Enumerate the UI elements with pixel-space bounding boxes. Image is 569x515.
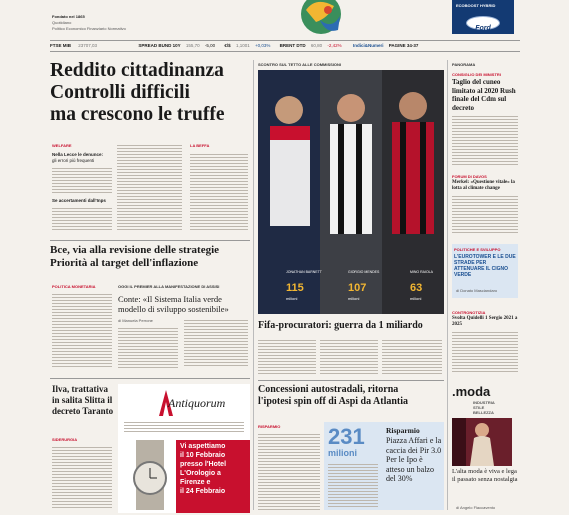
moda-sub-1: INDUSTRIA	[473, 400, 495, 405]
bce-story	[50, 244, 250, 270]
welfare-text-3: Se accertamenti dall'Inps	[52, 198, 106, 203]
risparmio-title: Risparmio	[386, 426, 420, 435]
sidebar-item-3-byline: di Donato Masciandaro	[456, 288, 498, 293]
founded-label: Fondato nel 1865	[52, 14, 85, 19]
ad-text-2: il 10 Febbraio	[180, 452, 226, 459]
risparmio-text: Piazza Affari e la caccia dei Pir 3.0 Per le Ipo è atteso un balzo del 30%	[386, 436, 442, 483]
ad-text-1: Vi aspettiamo	[180, 443, 226, 450]
players-photo	[258, 70, 444, 314]
ford-ad[interactable]	[452, 0, 514, 34]
masthead-logo	[276, 0, 366, 38]
bce-headline-1: Bce, via alla revisione delle strategie	[50, 244, 220, 256]
agent-2-value: 107	[348, 282, 367, 294]
ford-logo-text: Ford	[475, 25, 491, 32]
agent-3-unit: milioni	[410, 296, 422, 301]
conte-kicker: OGGI IL PREMIER ALLA MANIFESTAZIONE DI ASSISI	[118, 284, 220, 289]
agent-2-unit: milioni	[348, 296, 360, 301]
antiquorum-brand: Antiquorum	[168, 396, 226, 410]
risparmio-box	[324, 422, 444, 510]
agent-1-value: 115	[286, 282, 304, 294]
sidebar-item-3-title: L'EUROTOWER E LE DUE STRADE PER ATTENUARE IL CIGNO VERDE	[454, 254, 516, 278]
ad-text-3: presso l'Hotel	[180, 461, 227, 468]
sidebar-item-3-box[interactable]	[452, 244, 518, 298]
moda-byline: di Angelo Flaccavento	[456, 505, 496, 510]
lead-kicker: LA BEFFA	[190, 143, 210, 148]
welfare-kicker: WELFARE	[52, 143, 72, 148]
spread-change: -5,00	[204, 43, 216, 48]
bce-kicker: POLITICA MONETARIA	[52, 284, 96, 289]
masthead	[0, 0, 569, 40]
page-ref: PAGINE 34-37	[388, 43, 419, 48]
ad-text-6: il 24 Febbraio	[180, 488, 226, 495]
moda-sub-3: BELLEZZA	[473, 410, 494, 415]
eur-change: +0,03%	[254, 43, 271, 48]
eur-label: €/$	[224, 43, 231, 48]
sidebar-item-1-title[interactable]: Taglio del cuneo limitato al 2020 Rush finale del Cdm sul decreto	[452, 78, 516, 112]
descriptor-label: Quotidiano	[52, 20, 72, 25]
conte-byline: di Manuela Perrone	[118, 318, 153, 323]
brent-label: BRENT DTD	[279, 43, 306, 48]
antiquorum-ad[interactable]	[118, 384, 250, 513]
agent-1-unit: milioni	[286, 296, 298, 301]
conte-title: Conte: «Il Sistema Italia verde modello di sviluppo sostenibile»	[118, 294, 229, 314]
panorama-label: PANORAMA	[452, 62, 476, 67]
indici-label[interactable]: Indici&Numeri	[352, 43, 384, 48]
lead-headline-1: Reddito cittadinanza	[50, 60, 224, 81]
watch-image	[126, 440, 174, 510]
lead-headline-2: Controlli difficili	[50, 82, 190, 103]
subtitle-label: Politico Economico Finanziario Normativo	[52, 26, 126, 31]
ford-logo	[466, 16, 500, 30]
spread-label: SPREAD BUND 10Y	[138, 43, 181, 48]
sidebar-item-4-title[interactable]: Svolta Quidelli 1 Sergio 2021 a 2025	[452, 316, 518, 327]
bce-headline-2: Priorità al target dell'inflazione	[50, 257, 199, 269]
sidebar-item-1-kicker: CONSIGLIO DEI MINISTRI	[452, 72, 501, 77]
ilva-kicker: SIDERURGIA	[52, 437, 78, 442]
autostrade-kicker: RISPARMIO	[258, 424, 281, 429]
risparmio-big-number: 231	[328, 424, 365, 449]
fifa-headline: Fifa-procuratori: guerra da 1 miliardo	[258, 320, 423, 331]
market-ticker	[50, 40, 520, 52]
risparmio-big-unit: milioni	[328, 448, 357, 458]
eur-value: 1,1001	[235, 43, 250, 48]
moda-title[interactable]: L'alta moda è viva e lega il passato senza nostalgia	[452, 468, 518, 483]
autostrade-headline-1: Concessioni autostradali, ritorna	[258, 384, 399, 395]
brent-value: 60,80	[310, 43, 323, 48]
spread-value: 155,70	[185, 43, 200, 48]
welfare-text-2: gli errori più frequenti	[52, 158, 95, 163]
ad-text-4: L'Orologio a	[180, 470, 221, 477]
agent-1-name: JONATHAN BARNETT	[286, 270, 322, 274]
brent-change: -2,42%	[327, 43, 342, 48]
sidebar-item-2-kicker: FORUM DI DAVOS	[452, 174, 487, 179]
moda-label[interactable]: .moda	[452, 384, 491, 399]
ford-ad-text: ECOBOOST HYBRID	[456, 3, 496, 8]
agent-3-value: 63	[410, 282, 423, 294]
ftse-value: 23707,03	[78, 43, 98, 48]
sidebar-item-4-kicker: CONTRONOTIZIA	[452, 310, 486, 315]
agent-3-name: MINO RAIOLA	[410, 270, 433, 274]
moda-photo	[452, 418, 512, 466]
moda-sub-2: STILE	[473, 405, 485, 410]
ilva-headline: Ilva, trattativa in salita Slitta il decreto Taranto	[52, 384, 114, 416]
ftse-label: FTSE MIB	[50, 43, 71, 48]
sport-kicker: SCONTRO SUL TETTO ALLE COMMISSIONI	[258, 62, 342, 67]
lead-headline-3: ma crescono le truffe	[50, 104, 225, 125]
sidebar-item-3-kicker: POLITICHE E SVILUPPO	[454, 247, 501, 252]
welfare-text-1: Nella Lecce le denunce:	[52, 152, 104, 157]
sidebar-item-2-title[interactable]: Merkel: «Questione vitale» la lotta al climate change	[452, 180, 515, 191]
autostrade-headline-2: l'ipotesi spin off di Aspi da Atlantia	[258, 396, 409, 407]
ad-text-5: Firenze e	[180, 479, 211, 486]
agent-2-name: GIORGIO MENDES	[348, 270, 380, 274]
